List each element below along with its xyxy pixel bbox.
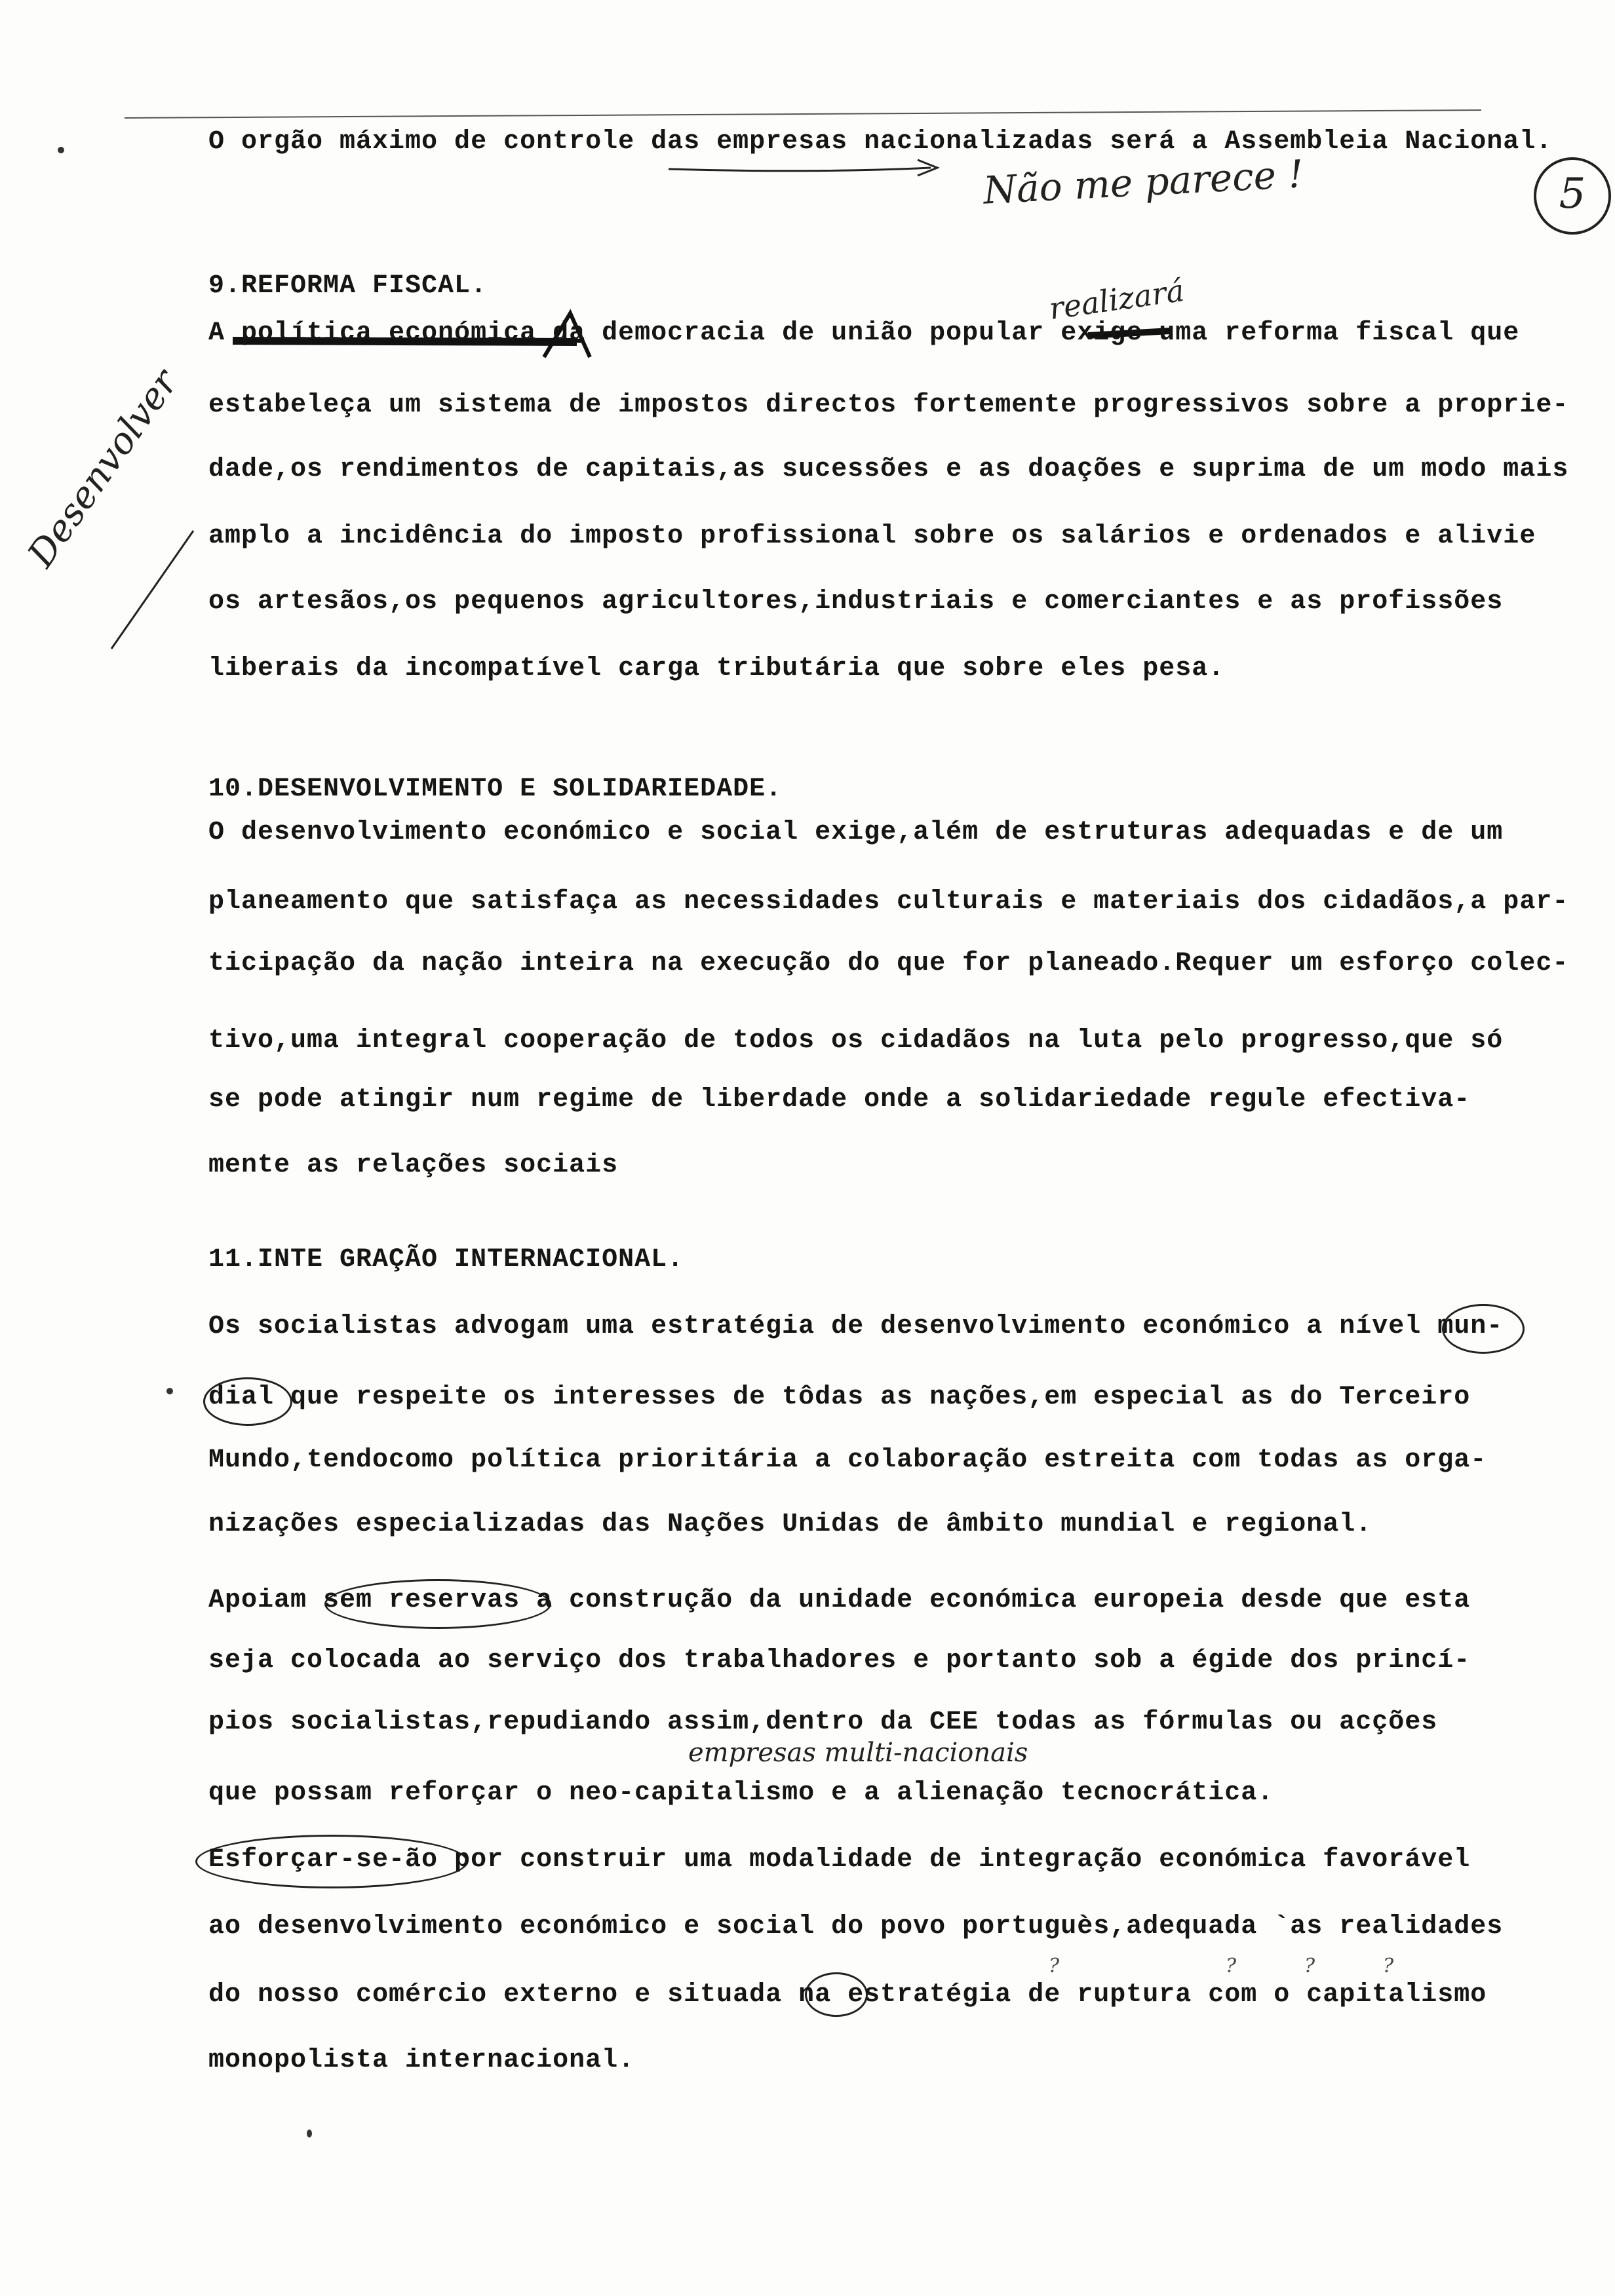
stray-dot [307,2130,312,2137]
section-11-line: seja colocada ao serviço dos trabalhadores e portanto sob a égide dos princí- [208,1646,1471,1675]
margin-note-desenvolver: Desenvolver [20,362,187,575]
section-10-line: tivo,uma integral cooperação de todos os cidadãos na luta pelo progresso,que só [208,1026,1504,1056]
section-11-line: do nosso comércio externo e situada na estratégia de ruptura com o capitalismo [208,1980,1487,2010]
section-10-line: mente as relações sociais [208,1151,619,1180]
section-11-line: Esforçar-se-ão por construir uma modalidade de integração económica favorável [208,1845,1471,1875]
section-9-line: dade,os rendimentos de capitais,as sucessões e as doações e suprima de um modo mais [208,455,1569,484]
svg-text:?: ? [1383,1955,1394,1978]
section-10-line: se pode atingir num regime de liberdade onde a solidariedade regule efectiva- [208,1085,1471,1115]
section-9-line: amplo a incidência do imposto profissional sobre os salários e ordenados e alivie [208,522,1536,551]
section-10-line: O desenvolvimento económico e social exige,além de estruturas adequadas e de um [208,818,1504,847]
section-10-line: ticipação da nação inteira na execução do que for planeado.Requer um esforço colec- [208,949,1569,978]
section-11-line: Apoiam sem reservas a construção da unidade económica europeia desde que esta [208,1586,1471,1615]
section-9-line: estabeleça um sistema de impostos directos fortemente progressivos sobre a proprie- [208,391,1569,420]
section-11-line: dial que respeite os interesses de tôdas as nações,em especial as do Terceiro [208,1383,1471,1412]
svg-text:?: ? [1304,1955,1315,1978]
svg-text:?: ? [1226,1955,1237,1978]
section-11-line: Mundo,tendocomo política prioritária a colaboração estreita com todas as orga- [208,1445,1487,1475]
section-11-line: pios socialistas,repudiando assim,dentro da CEE todas as fórmulas ou acções [208,1708,1438,1737]
section-9-line: os artesãos,os pequenos agricultores,industriais e comerciantes e as profissões [208,587,1504,617]
page-number: 5 [1534,157,1611,235]
svg-text:?: ? [1049,1955,1060,1978]
section-11-title: 11.INTE GRAÇÃO INTERNACIONAL. [208,1245,684,1274]
section-11-line: nizações especializadas das Nações Unidas de âmbito mundial e regional. [208,1510,1372,1539]
section-9-line: A política económica da democracia de união popular exige uma reforma fiscal que [208,318,1520,348]
section-11-line: que possam reforçar o neo-capitalismo e a alienação tecnocrática. [208,1778,1274,1808]
stray-dot [166,1388,173,1394]
section-9-title: 9.REFORMA FISCAL. [208,271,488,301]
note-empresas-multinacionais: empresas multi-nacionais [688,1738,1028,1768]
note-nao-me-parece: Não me parece ! [982,151,1305,213]
section-10-title: 10.DESENVOLVIMENTO E SOLIDARIEDADE. [208,775,783,804]
section-11-line: Os socialistas advogam uma estratégia de desenvolvimento económico a nível mun- [208,1312,1504,1341]
section-9-line: liberais da incompatível carga tributária que sobre eles pesa. [208,654,1225,683]
stray-dot [58,147,64,153]
section-11-line: monopolista internacional. [208,2046,635,2075]
intro-line: O orgão máximo de controle das empresas nacionalizadas será a Assembleia Nacional. [208,127,1553,157]
section-10-line: planeamento que satisfaça as necessidades culturais e materiais dos cidadãos,a par- [208,887,1569,917]
section-11-line: ao desenvolvimento económico e social do povo portuguès,adequada `as realidades [208,1912,1504,1942]
note-realizara: realizará [1047,272,1186,327]
